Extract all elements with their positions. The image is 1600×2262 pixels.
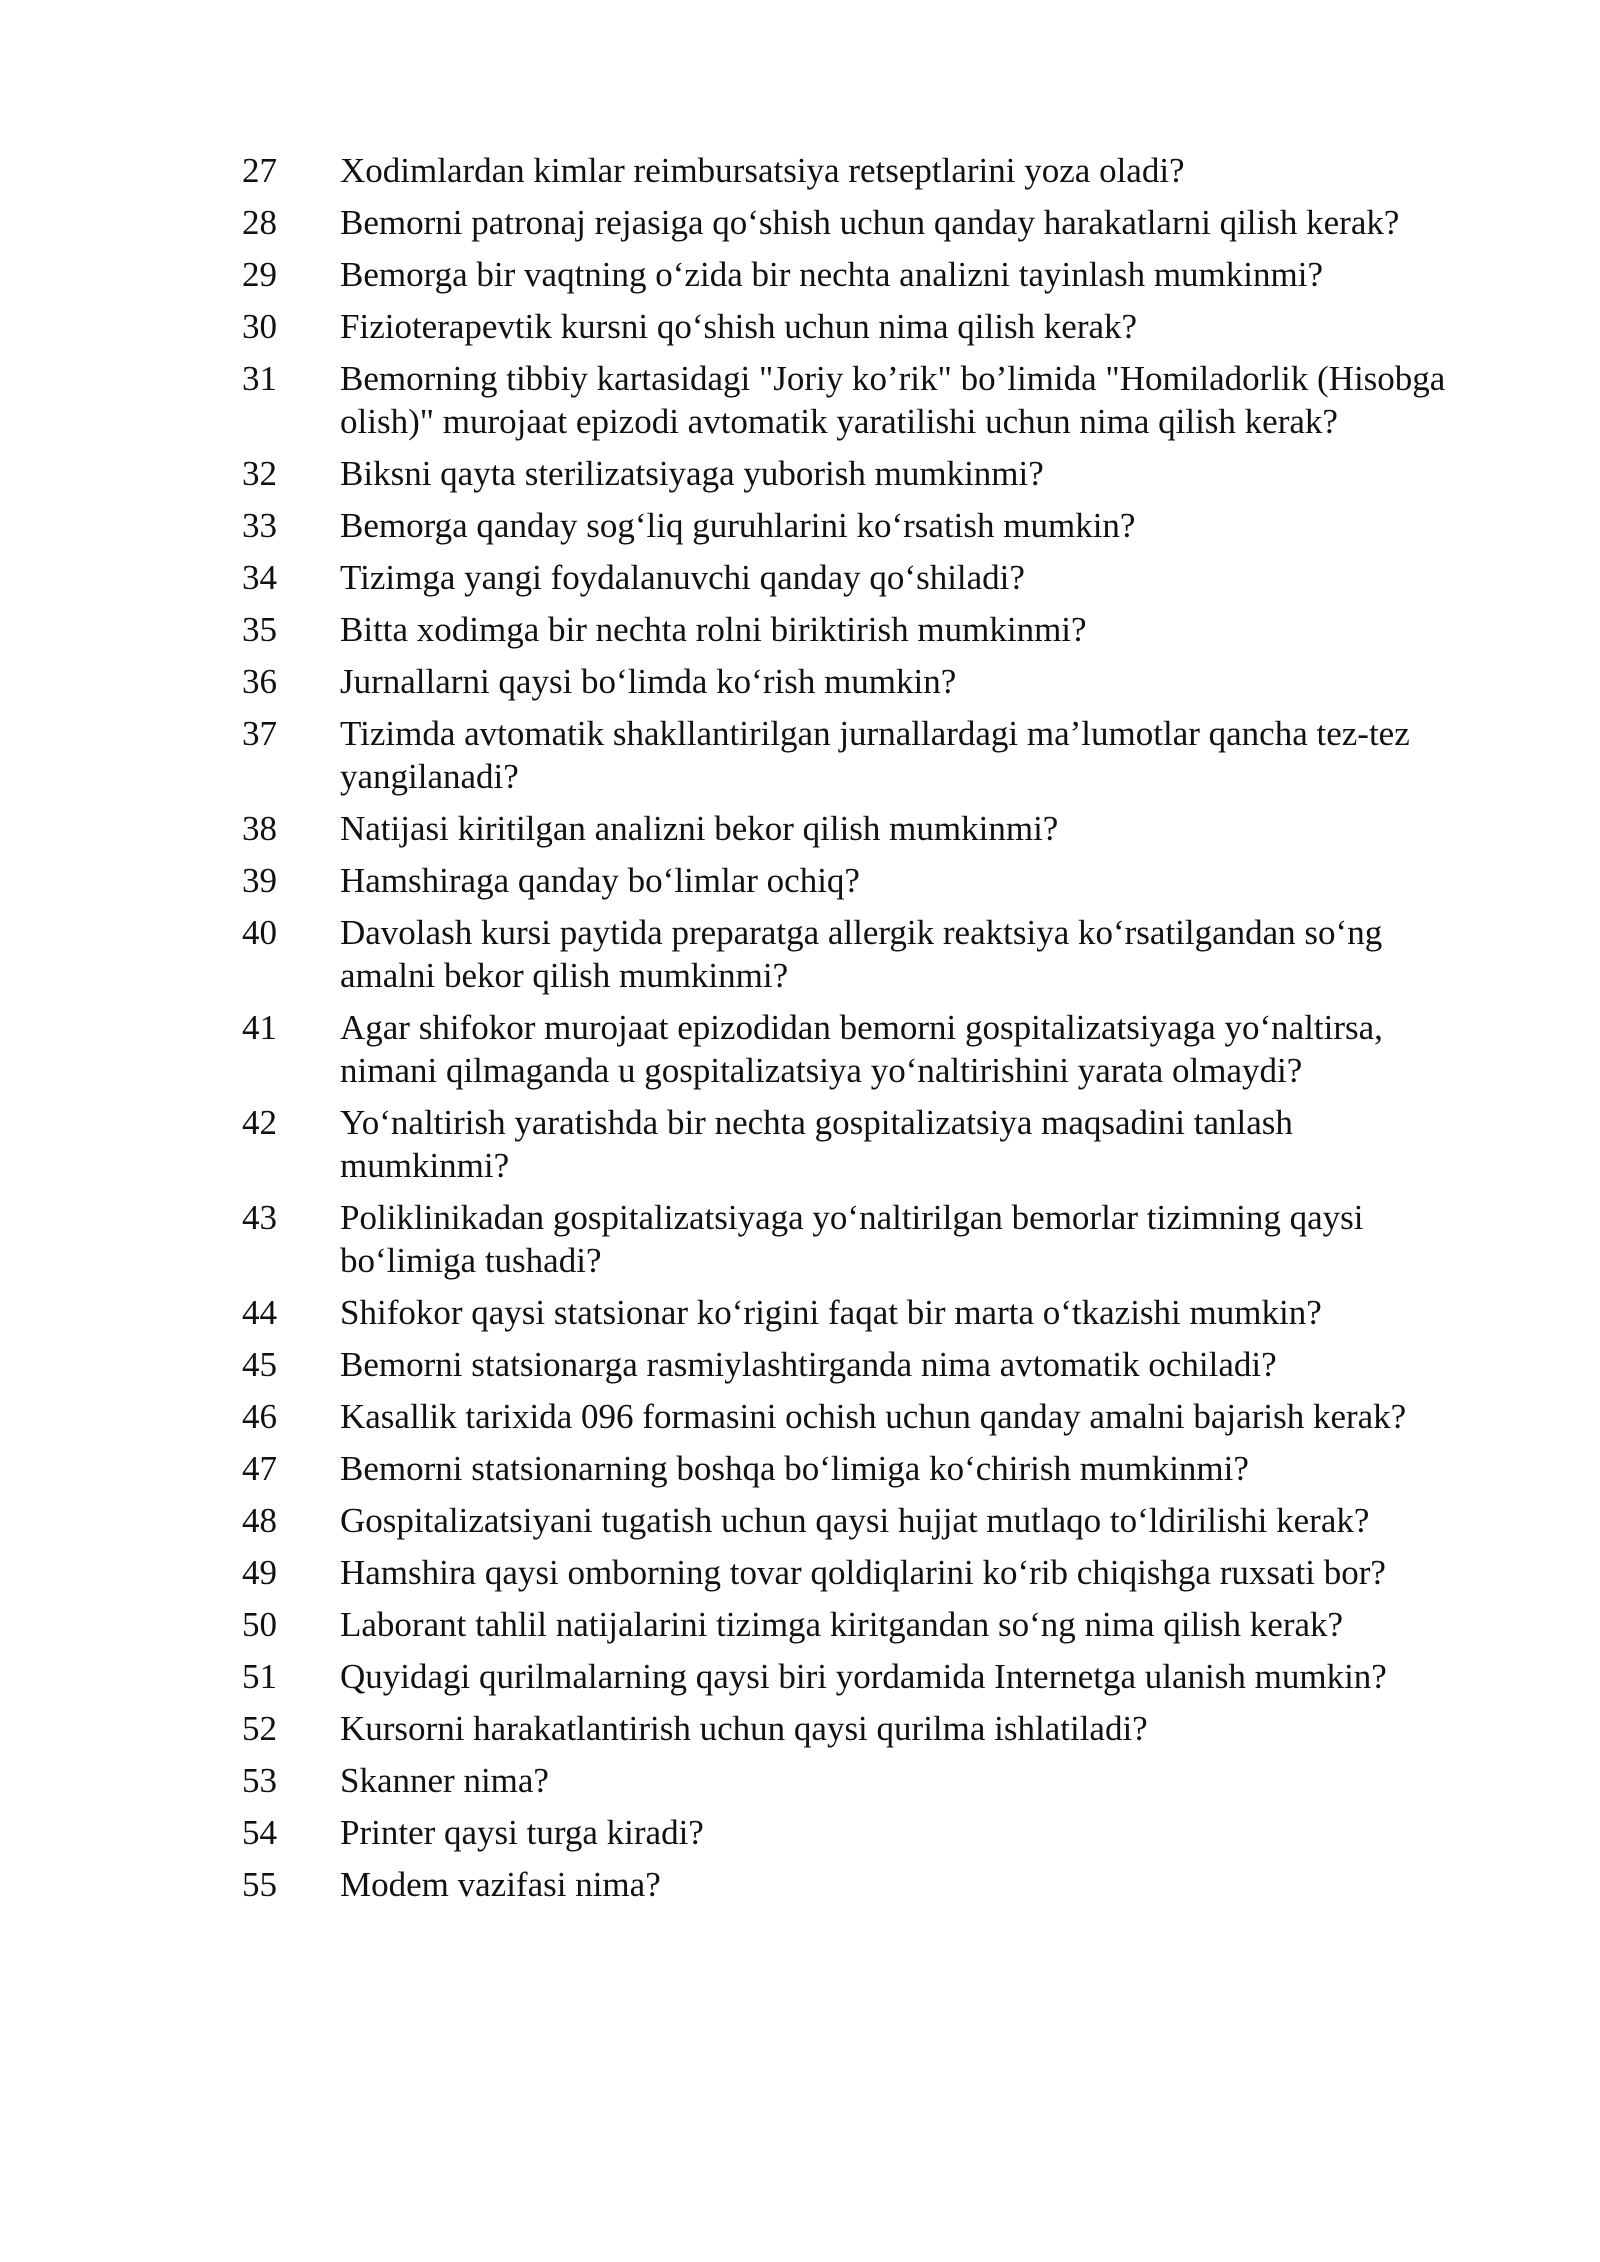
- question-text: Poliklinikadan gospitalizatsiyaga yo‘naltirilgan bemorlar tizimning qaysi bo‘limiga tushadi?: [340, 1198, 1364, 1280]
- list-item: [242, 504, 1462, 547]
- question-text: Tizimga yangi foydalanuvchi qanday qo‘shiladi?: [340, 558, 1025, 597]
- list-item: [242, 859, 1462, 902]
- question-number: 46: [242, 1397, 277, 1436]
- question-number: 55: [242, 1865, 277, 1904]
- list-item: [242, 1196, 1462, 1282]
- list-item: [242, 1707, 1462, 1750]
- question-text: Bemorni patronaj rejasiga qo‘shish uchun qanday harakatlarni qilish kerak?: [340, 203, 1400, 242]
- question-number: 38: [242, 809, 277, 848]
- question-text: Xodimlardan kimlar reimbursatsiya retseptlarini yoza oladi?: [340, 151, 1185, 190]
- list-item: [242, 201, 1462, 244]
- question-number: 42: [242, 1103, 277, 1142]
- list-item: [242, 608, 1462, 651]
- question-text: Kursorni harakatlantirish uchun qaysi qurilma ishlatiladi?: [340, 1709, 1148, 1748]
- question-number: 49: [242, 1553, 277, 1592]
- question-number: 44: [242, 1293, 277, 1332]
- list-item: [242, 1006, 1462, 1092]
- list-item: [242, 1759, 1462, 1802]
- question-text: Skanner nima?: [340, 1761, 549, 1800]
- question-number: 37: [242, 714, 277, 753]
- question-number: 41: [242, 1008, 277, 1047]
- question-text: Modem vazifasi nima?: [340, 1865, 661, 1904]
- question-number: 30: [242, 307, 277, 346]
- question-number: 53: [242, 1761, 277, 1800]
- question-number: 29: [242, 255, 277, 294]
- question-number: 54: [242, 1813, 277, 1852]
- question-text: Bemorni statsionarning boshqa bo‘limiga ko‘chirish mumkinmi?: [340, 1449, 1249, 1488]
- question-text: Printer qaysi turga kiradi?: [340, 1813, 704, 1852]
- question-text: Hamshiraga qanday bo‘limlar ochiq?: [340, 861, 860, 900]
- list-item: [242, 1343, 1462, 1386]
- question-number: 28: [242, 203, 277, 242]
- question-number: 43: [242, 1198, 277, 1237]
- question-number: 47: [242, 1449, 277, 1488]
- list-item: [242, 660, 1462, 703]
- question-number: 34: [242, 558, 277, 597]
- question-list: [242, 149, 1462, 1915]
- list-item: [242, 149, 1462, 192]
- question-text: Bemorning tibbiy kartasidagi "Joriy ko’rik" bo’limida "Homiladorlik (Hisobga olish)" murojaat epizodi avtomatik yaratilishi uchun nima qilish kerak?: [340, 359, 1446, 441]
- list-item: [242, 1499, 1462, 1542]
- question-number: 50: [242, 1605, 277, 1644]
- question-number: 51: [242, 1657, 277, 1696]
- question-text: Hamshira qaysi omborning tovar qoldiqlarini ko‘rib chiqishga ruxsati bor?: [340, 1553, 1386, 1592]
- list-item: [242, 1291, 1462, 1334]
- list-item: [242, 1863, 1462, 1906]
- question-text: Bemorni statsionarga rasmiylashtirganda nima avtomatik ochiladi?: [340, 1345, 1277, 1384]
- list-item: [242, 1603, 1462, 1646]
- list-item: [242, 357, 1462, 443]
- list-item: [242, 1655, 1462, 1698]
- question-number: 27: [242, 151, 277, 190]
- list-item: [242, 305, 1462, 348]
- question-number: 40: [242, 913, 277, 952]
- question-number: 31: [242, 359, 277, 398]
- question-text: Fizioterapevtik kursni qo‘shish uchun nima qilish kerak?: [340, 307, 1138, 346]
- list-item: [242, 556, 1462, 599]
- list-item: [242, 1811, 1462, 1854]
- list-item: [242, 1447, 1462, 1490]
- question-number: 33: [242, 506, 277, 545]
- question-text: Bemorga qanday sog‘liq guruhlarini ko‘rsatish mumkin?: [340, 506, 1136, 545]
- question-number: 36: [242, 662, 277, 701]
- question-number: 48: [242, 1501, 277, 1540]
- question-text: Natijasi kiritilgan analizni bekor qilish mumkinmi?: [340, 809, 1059, 848]
- question-text: Agar shifokor murojaat epizodidan bemorni gospitalizatsiyaga yo‘naltirsa, nimani qilmaganda u gospitalizatsiya yo‘naltirishini yarata olmaydi?: [340, 1008, 1383, 1090]
- question-text: Jurnallarni qaysi bo‘limda ko‘rish mumkin?: [340, 662, 957, 701]
- question-number: 45: [242, 1345, 277, 1384]
- question-text: Bitta xodimga bir nechta rolni biriktirish mumkinmi?: [340, 610, 1087, 649]
- question-text: Tizimda avtomatik shakllantirilgan jurnallardagi ma’lumotlar qancha tez-tez yangilanadi?: [340, 714, 1410, 796]
- question-number: 32: [242, 454, 277, 493]
- question-number: 35: [242, 610, 277, 649]
- list-item: [242, 452, 1462, 495]
- question-text: Biksni qayta sterilizatsiyaga yuborish mumkinmi?: [340, 454, 1044, 493]
- list-item: [242, 1551, 1462, 1594]
- question-number: 39: [242, 861, 277, 900]
- list-item: [242, 807, 1462, 850]
- question-text: Bemorga bir vaqtning o‘zida bir nechta analizni tayinlash mumkinmi?: [340, 255, 1323, 294]
- question-text: Yo‘naltirish yaratishda bir nechta gospitalizatsiya maqsadini tanlash mumkinmi?: [340, 1103, 1293, 1185]
- list-item: [242, 1395, 1462, 1438]
- list-item: [242, 1101, 1462, 1187]
- question-text: Laborant tahlil natijalarini tizimga kiritgandan so‘ng nima qilish kerak?: [340, 1605, 1344, 1644]
- question-text: Shifokor qaysi statsionar ko‘rigini faqat bir marta o‘tkazishi mumkin?: [340, 1293, 1322, 1332]
- list-item: [242, 911, 1462, 997]
- question-text: Quyidagi qurilmalarning qaysi biri yordamida Internetga ulanish mumkin?: [340, 1657, 1387, 1696]
- list-item: [242, 253, 1462, 296]
- question-text: Gospitalizatsiyani tugatish uchun qaysi hujjat mutlaqo to‘ldirilishi kerak?: [340, 1501, 1370, 1540]
- list-item: [242, 712, 1462, 798]
- question-number: 52: [242, 1709, 277, 1748]
- question-text: Davolash kursi paytida preparatga allergik reaktsiya ko‘rsatilgandan so‘ng amalni bekor qilish mumkinmi?: [340, 913, 1383, 995]
- question-text: Kasallik tarixida 096 formasini ochish uchun qanday amalni bajarish kerak?: [340, 1397, 1407, 1436]
